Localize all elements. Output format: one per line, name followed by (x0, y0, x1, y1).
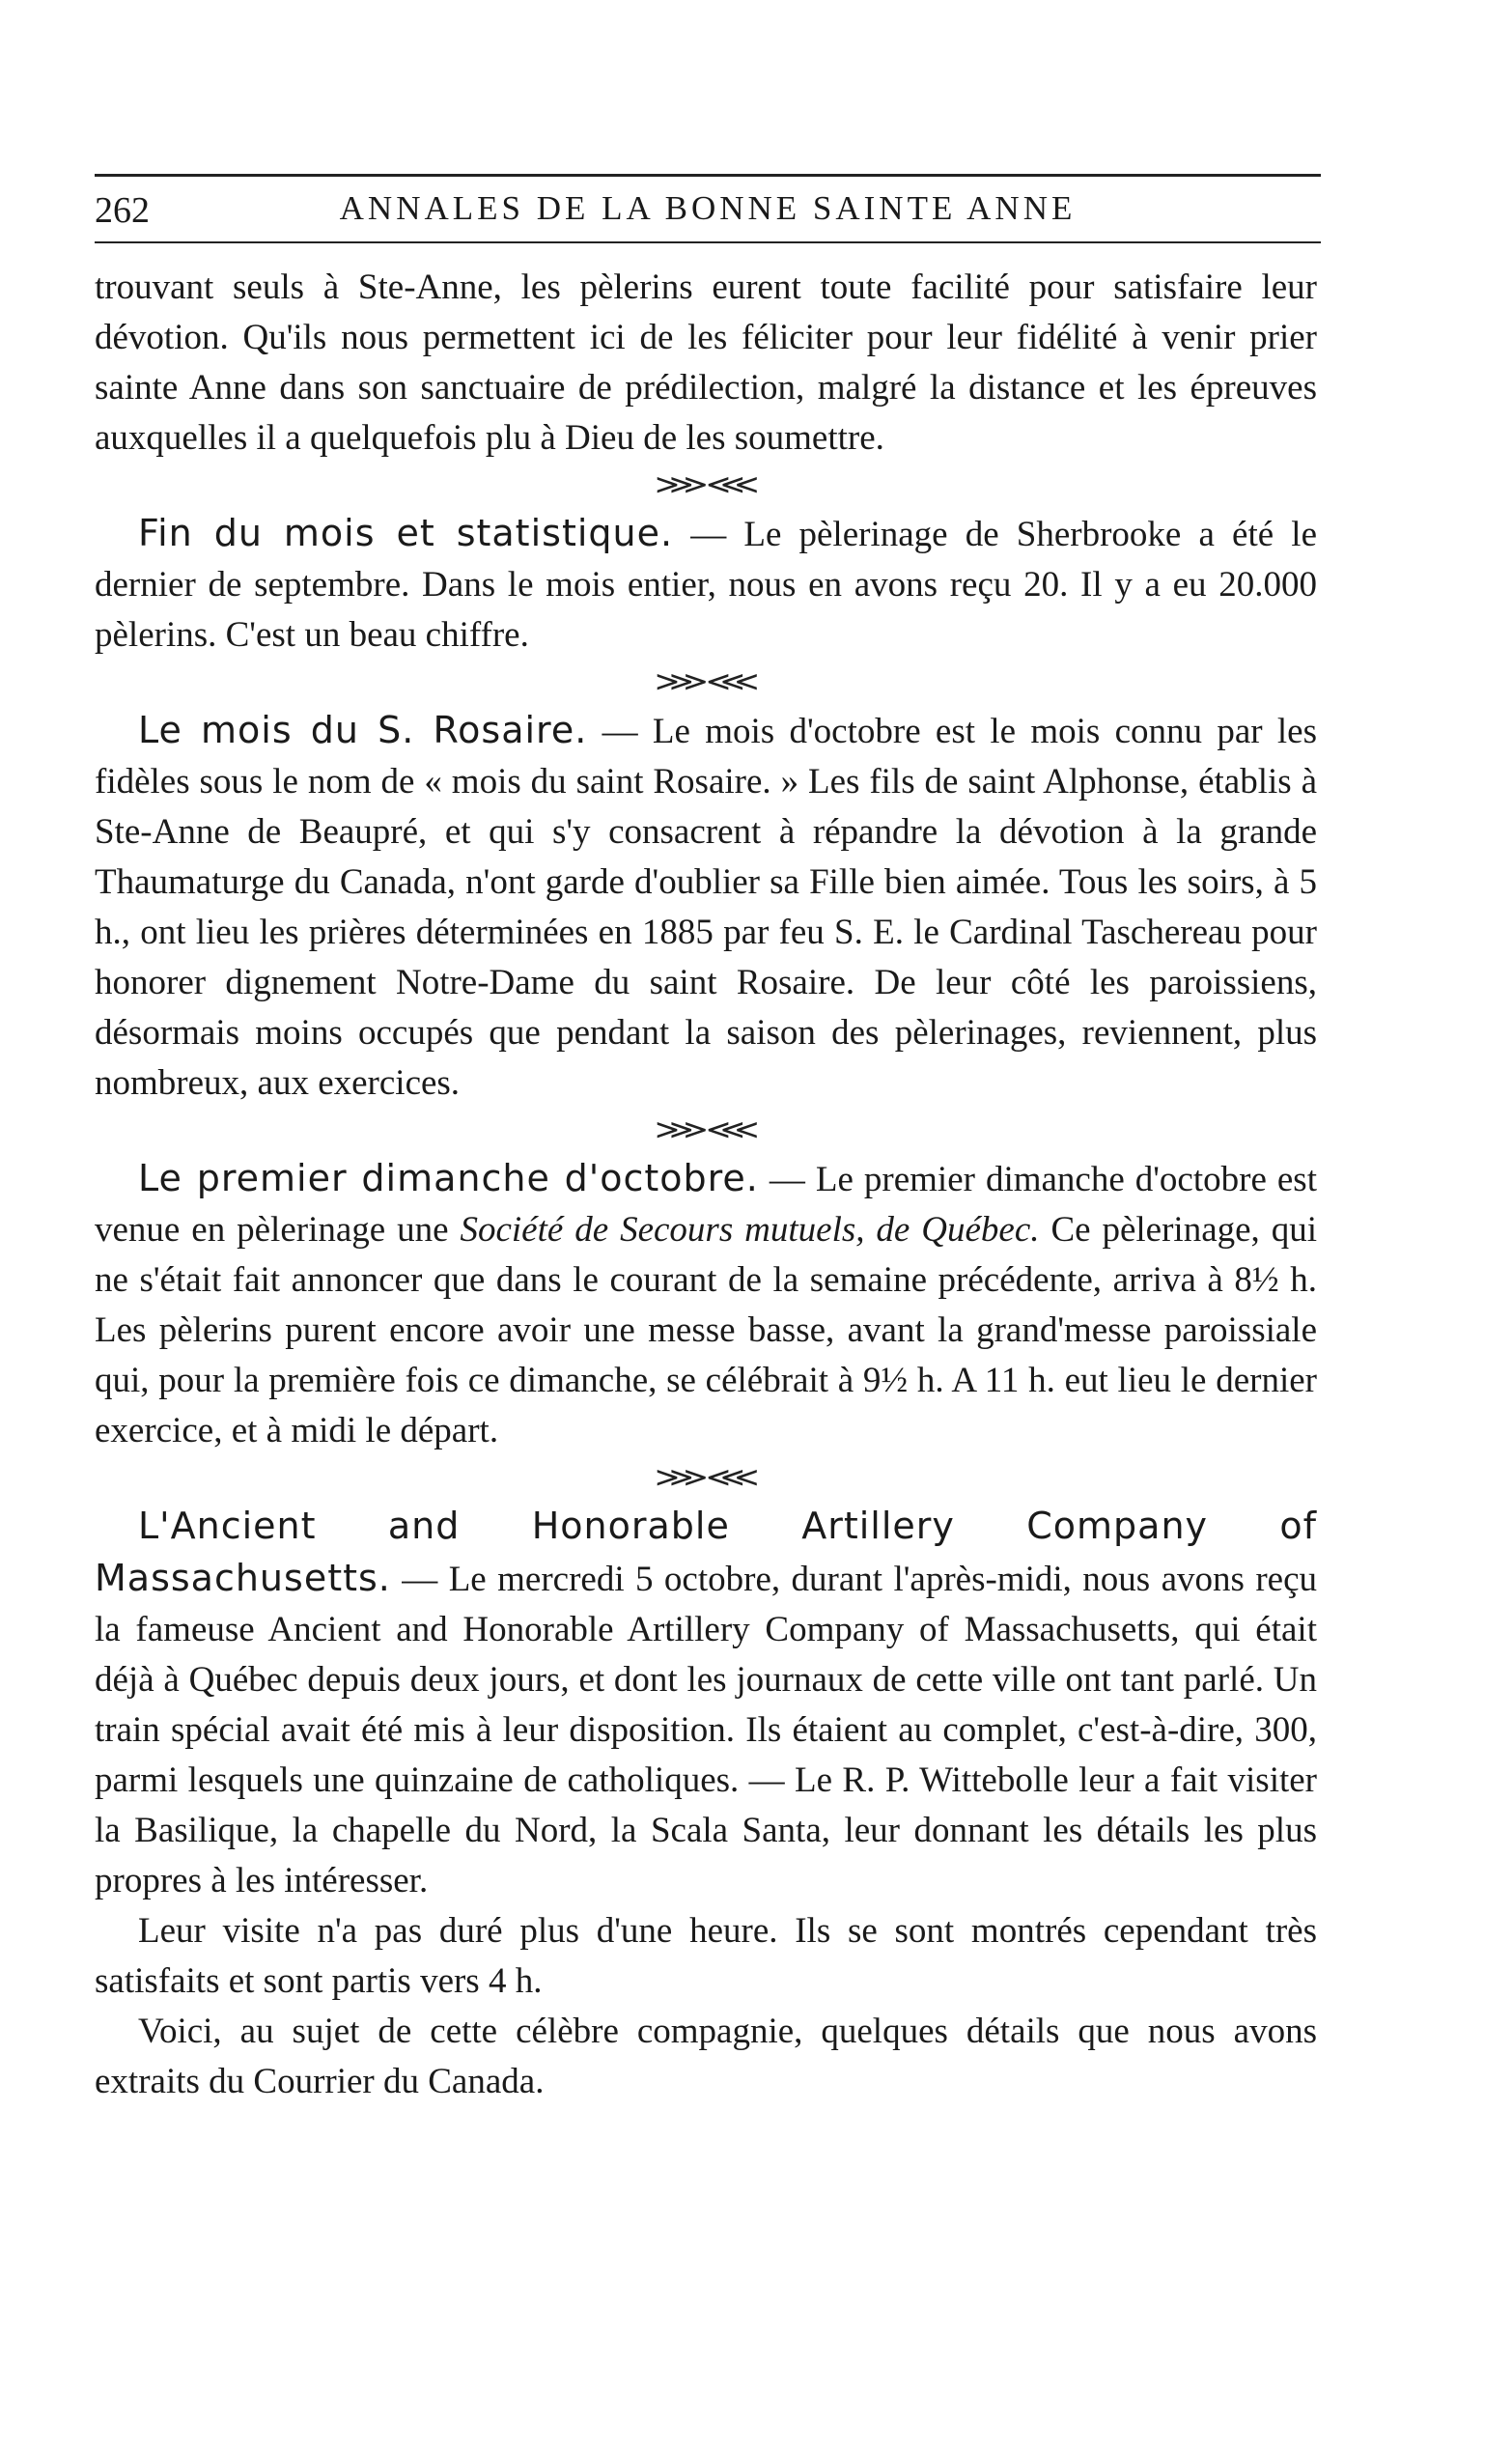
body-text (95, 263, 1317, 2107)
paragraph-artillery (95, 1501, 1317, 1906)
section-title-statistics: Fin du mois et statistique. (138, 512, 674, 554)
section-ornament: ⋙⋘ (655, 1463, 757, 1493)
section-text-statistics: — Le pèlerinage de Sherbrooke a été le dernier de septembre. Dans le mois entier, nous en avons reçu 20. Il y a eu 20.000 pèlerins. C'est un beau chiffre. (95, 515, 1317, 655)
section-text-rosaire: — Le mois d'octobre est le mois connu par les fidèles sous le nom de « mois du saint Rosaire. » Les fils de saint Alphonse, établis à Ste-Anne de Beaupré, et qui s'y consacrent à répandre la dévotion à la grande Thaumaturge du Canada, n'ont garde d'oublier sa Fille bien aimée. Tous les soirs, à 5 h., ont lieu les prières déterminées en 1885 par feu S. E. le Cardinal Taschereau pour honorer dignement Notre-Dame du saint Rosaire. De leur côté les paroissiens, désormais moins occupés que pendant la saison des pèlerinages, reviennent, plus nombreux, aux exercices. (95, 712, 1318, 1103)
society-name-italic: Société de Secours mutuels, de Québec. (460, 1210, 1040, 1250)
section-title-rosaire: Le mois du S. Rosaire. (138, 709, 588, 751)
running-head (95, 189, 1321, 238)
paragraph-statistics (95, 508, 1317, 661)
section-text-premier-dimanche-cont: Ce pèlerinage, qui ne s'était fait annoncer que dans le courant de la semaine précédente, arriva à 8½ h. Les pèlerins purent encore avoir une messe basse, avant la grand'messe paroissiale qui, pour la première fois ce dimanche, se célébrait à 9½ h. A 11 h. eut lieu le dernier exercice, et à midi le départ. (95, 1210, 1317, 1450)
running-title: ANNALES DE LA BONNE SAINTE ANNE (339, 189, 1077, 227)
paragraph-details: Voici, au sujet de cette célèbre compagnie, quelques détails que nous avons extraits du Courrier du Canada. (95, 2012, 1317, 2101)
section-ornament: ⋙⋘ (655, 470, 757, 500)
section-title-premier-dimanche: Le premier dimanche d'octobre. (138, 1157, 759, 1199)
header-bottom-rule (95, 241, 1321, 243)
section-ornament: ⋙⋘ (655, 667, 757, 697)
paragraph-visit: Leur visite n'a pas duré plus d'une heure. Ils se sont montrés cependant très satisfaits et sont partis vers 4 h. (95, 1911, 1317, 2001)
header-top-rule (95, 174, 1321, 177)
paragraph-premier-dimanche (95, 1153, 1317, 1456)
section-text-premier-dimanche: — Le premier dimanche d'octobre est venue en pèlerinage une (95, 1160, 1317, 1250)
opening-paragraph: trouvant seuls à Ste-Anne, les pèlerins eurent toute facilité pour satisfaire leur dévotion. Qu'ils nous permettent ici de les féliciter pour leur fidélité à venir prier sainte Anne dans son sanctuaire de prédilection, malgré la distance et les épreuves auxquelles il a quelquefois plu à Dieu de les soumettre. (95, 267, 1317, 458)
section-ornament: ⋙⋘ (655, 1115, 757, 1145)
section-title-artillery: L'Ancient and Honorable Artillery Company of Massachusetts. (95, 1505, 1317, 1599)
section-text-artillery: — Le mercredi 5 octobre, durant l'après-midi, nous avons reçu la fameuse Ancient and Honorable Artillery Company of Massachusetts, qui était déjà à Québec depuis deux jours, et dont les journaux de cette ville ont tant parlé. Un train spécial avait été mis à leur disposition. Ils étaient au complet, c'est-à-dire, 300, parmi lesquels une quinzaine de catholiques. — Le R. P. Wittebolle leur a fait visiter la Basilique, la chapelle du Nord, la Scala Santa, leur donnant les détails les plus propres à les intéresser. (95, 1560, 1318, 1900)
page-number: 262 (95, 190, 150, 231)
paragraph-rosaire (95, 705, 1317, 1109)
